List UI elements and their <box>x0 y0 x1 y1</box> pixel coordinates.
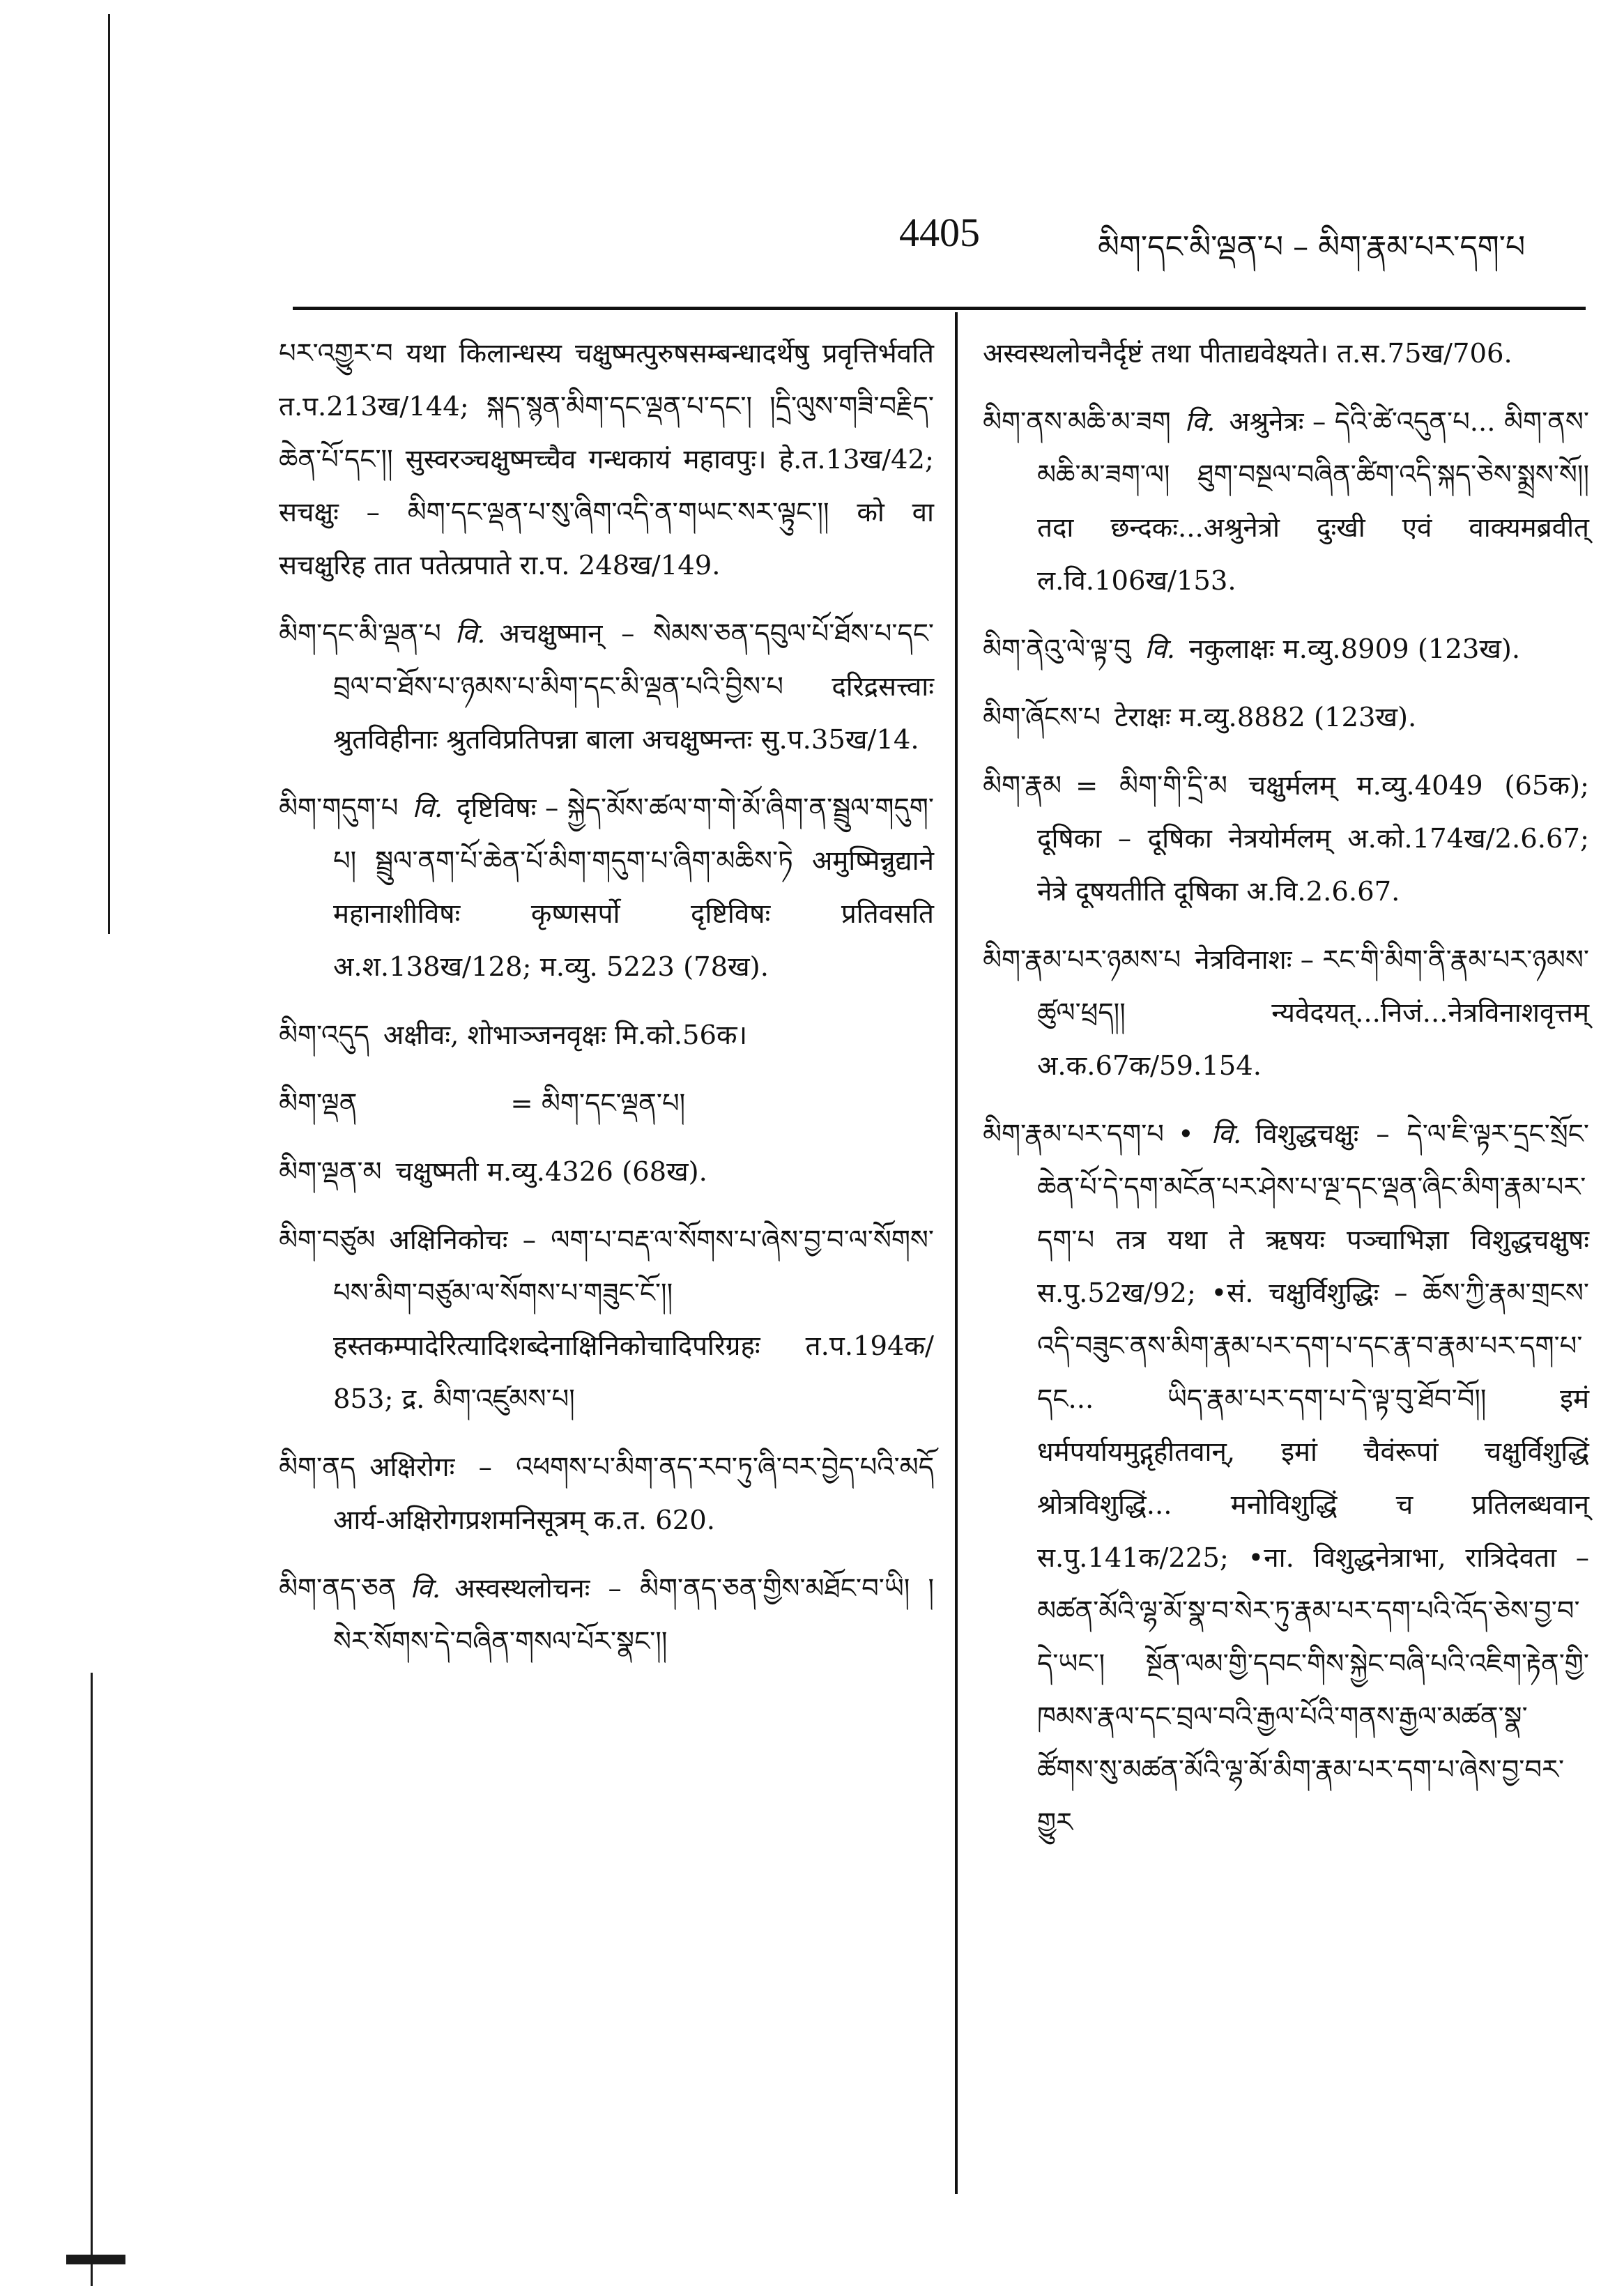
entry-headword: མིག་ནས་མཆི་མ་ཟག <box>983 406 1171 438</box>
dictionary-entry <box>983 1108 1589 1850</box>
dictionary-entry <box>983 934 1589 1093</box>
dictionary-entry <box>983 623 1589 676</box>
entry-text: अस्वस्थलोचनैर्दृष्टं तथा पीताद्यवेक्ष्यते। त.स.75ख/706. <box>983 338 1512 369</box>
dictionary-entry <box>983 691 1589 744</box>
entry-headword: མིག་གདུག་པ <box>279 792 399 824</box>
grammar-label: वि. <box>454 618 486 650</box>
entry-headword: མིག་དང་མི་ལྡན་པ <box>279 618 441 650</box>
left-column <box>279 328 934 1684</box>
dictionary-entry <box>983 760 1589 919</box>
grammar-label: वि. <box>412 792 443 824</box>
entry-headword: མིག་བཙུམ <box>279 1225 376 1256</box>
dictionary-entry <box>279 782 934 994</box>
grammar-label: वि. <box>1184 406 1216 438</box>
entry-text: दृष्टिविषः – སྐྱེད་མོས་ཚལ་ག་གེ་མོ་ཞིག་ན་སྦྲུལ་གདུག་པ། སྦྲུལ་ནག་པོ་ཆེན་པོ་མིག་གདུག་པ་ཞིག་མཆིས་ཏེ अमुष्मिन्नुद्याने महानाशीविषः कृष्णसर्पो दृष्टिविषः प्रतिवसति अ.श.138ख/128; म.व्यु. 5223 (78ख). <box>333 792 934 983</box>
right-column <box>983 328 1589 1865</box>
running-head: མིག་དང་མི་ལྡན་པ – མིག་རྣམ་པར་དག་པ <box>1098 229 1526 265</box>
entry-headword: མིག་རྣམ་པར་ཉམས་པ <box>983 944 1181 976</box>
entry-headword: མིག་འདུད <box>279 1020 369 1051</box>
entry-text: विशुद्धचक्षुः – དེ་ལ་ཇི་ལྟར་དྲང་སྲོང་ཆེན་པོ་དེ་དག་མངོན་པར་ཤེས་པ་ལྔ་དང་ལྡན་ཞིང་མིག་རྣམ་པར་དག་པ तत्र यथा ते ऋषयः पञ्चाभिज्ञा विशुद्धचक्षुषः स.पु.52ख/92; •सं. चक्षुर्विशुद्धिः – ཆོས་ཀྱི་རྣམ་གྲངས་འདི་བཟུང་ནས་མིག་རྣམ་པར་དག་པ་དང་རྣ་བ་རྣམ་པར་དག་པ་དང... ཡིད་རྣམ་པར་དག་པ་དེ་ལྟ་བུ་ཐོབ་བོ།། इमं धर्मपर्यायमुद्गृहीतवान्, इमां चैवंरूपां चक्षुर्विशुद्धिं श्रोत्रविशुद्धिं... मनोविशुद्धिं च प्रतिलब्धवान् स.पु.141क/225; •ना. विशुद्धनेत्राभा, रात्रिदेवता – མཚན་མོའི་ལྷ་མོ་སྣ་བ་སེར་ཏུ་རྣམ་པར་དག་པའི་འོད་ཅེས་བྱ་བ་དེ་ཡང་། སྔོན་ལམ་གྱི་དབང་གིས་སྐྱེང་བཞི་པའི་འཇིག་རྟེན་གྱི་ཁམས་རྣལ་དང་བྲལ་བའི་རྒྱལ་པོའི་གནས་རྒྱལ་མཚན་སྣ་ཚོགས་སུ་མཚན་མོའི་ལྷ་མོ་མིག་རྣམ་པར་དག་པ་ཞེས་བྱ་བར་གྱུར <box>1037 1119 1589 1839</box>
entry-text: नकुलाक्षः म.व्यु.8909 (123ख). <box>1189 634 1521 665</box>
column-divider <box>955 312 958 2194</box>
dictionary-entry <box>279 1214 934 1426</box>
grammar-label: वि. <box>410 1573 441 1604</box>
entry-headword: མིག་ནད་ཅན <box>279 1573 397 1604</box>
entry-headword: མིག་རྣམ <box>983 770 1062 801</box>
dictionary-entry <box>279 328 934 592</box>
grammar-label: वि. <box>1144 634 1175 665</box>
scan-edge-line <box>108 14 110 934</box>
entry-text: अश्रुनेत्रः – དེའི་ཚེ་འདུན་པ... མིག་ནས་མཆི་མ་ཟག་ལ། ཐུག་བསྔལ་བཞིན་ཚིག་འདི་སྐད་ཅེས་སྨྲས་སོ།། तदा छन्दकः...अश्रुनेत्रो दुःखी एवं वाक्यमब्रवीत् ल.वि.106ख/153. <box>1037 406 1589 597</box>
dictionary-entry <box>279 1146 934 1199</box>
entry-text: टेराक्षः म.व्यु.8882 (123ख). <box>1114 702 1417 733</box>
entry-text: अक्षिरोगः – འཕགས་པ་མིག་ནད་རབ་ཏུ་ཞི་བར་བྱེད་པའི་མདོ आर्य-अक्षिरोगप्रशमनिसूत्रम् क.त. 620. <box>333 1452 934 1536</box>
entry-text: चक्षुष्मती म.व्यु.4326 (68ख). <box>395 1156 707 1188</box>
entry-text: = མིག་དང་ལྡན་པ། <box>510 1088 686 1119</box>
dictionary-entry <box>279 1009 934 1062</box>
entry-text: པར་འགྱུར་བ यथा किलान्धस्य चक्षुष्मत्पुरुषसम्बन्धादर्थेषु प्रवृत्तिर्भवति त.प.213ख/144; སྐད་སྙན་མིག་དང་ལྡན་པ་དང་། །དྲི་ལུས་གཟི་བརྗིད་ཆེན་པོ་དང་།། सुस्वरञ्चक्षुष्मच्चैव गन्धकायं महावपुः। हे.त.13ख/42; सचक्षुः – མིག་དང་ལྡན་པ་སུ་ཞིག་འདི་ན་གཡང་སར་ལྟུང་།། को वा सचक्षुरिह तात पतेत्प्रपाते रा.प. 248ख/149. <box>279 338 934 581</box>
entry-headword: མིག་ནེའུ་ལེ་ལྟ་བུ <box>983 634 1131 665</box>
dictionary-entry <box>983 328 1589 381</box>
entry-headword: མིག་ལྡན་མ <box>279 1156 382 1188</box>
entry-headword: མིག་རྣམ་པར་དག་པ <box>983 1119 1164 1150</box>
dictionary-entry <box>279 1563 934 1669</box>
entry-text: = མིག་གི་དྲི་མ चक्षुर्मलम् म.व्यु.4049 (65क); दूषिका – दूषिका नेत्रयोर्मलम् अ.को.174ख/2.6.67; नेत्रे दूषयतीति दूषिका अ.वि.2.6.67. <box>1037 770 1589 907</box>
dictionary-entry <box>279 1077 934 1130</box>
entry-text: अस्वस्थलोचनः – མིག་ནད་ཅན་གྱིས་མཐོང་བ་ཡི། །སེར་སོགས་དེ་བཞིན་གསལ་པོར་སྣང་།། <box>333 1573 934 1657</box>
scan-edge-line-lower <box>91 1673 93 2286</box>
page-number: 4405 <box>899 210 980 255</box>
dictionary-entry <box>983 396 1589 608</box>
entry-headword: མིག་ལྡན <box>279 1088 358 1119</box>
entry-text: अचक्षुष्मान् – སེམས་ཅན་དབུལ་པོ་ཐོས་པ་དང་བྲལ་བ་ཐོས་པ་ཉམས་པ་མིག་དང་མི་ལྡན་པའི་བྱིས་པ दरिद्रसत्त्वाः श्रुतविहीनाः श्रुतविप्रतिपन्ना बाला अचक्षुष्मन्तः सु.प.35ख/14. <box>333 618 934 755</box>
dictionary-entry <box>279 608 934 767</box>
entry-text: नेत्रविनाशः – རང་གི་མིག་ནི་རྣམ་པར་ཉམས་ཚུལ་ཕྲད།། न्यवेदयत्...निजं...नेत्रविनाशवृत्तम् अ.क.67क/59.154. <box>1037 944 1590 1082</box>
entry-text: अक्षिनिकोचः – ལག་པ་བརྡ་ལ་སོགས་པ་ཞེས་བྱ་བ་ལ་སོགས་པས་མིག་བཙུམ་ལ་སོགས་པ་གཟུང་ངོ་།། हस्तकम्पादेरित्यादिशब्देनाक्षिनिकोचादिपरिग्रहः त.प.194क/ 853; द्र. མིག་འཛུམས་པ། <box>333 1225 934 1415</box>
entry-text: अक्षीवः, शोभाञ्जनवृक्षः मि.को.56क। <box>383 1020 748 1051</box>
entry-headword: མིག་ནད <box>279 1452 356 1483</box>
dictionary-entry <box>279 1441 934 1547</box>
scan-edge-mark <box>66 2255 125 2264</box>
header-rule <box>293 307 1586 310</box>
entry-headword: མིག་ཞོངས་པ <box>983 702 1101 733</box>
grammar-label: • वि. <box>1178 1119 1242 1150</box>
